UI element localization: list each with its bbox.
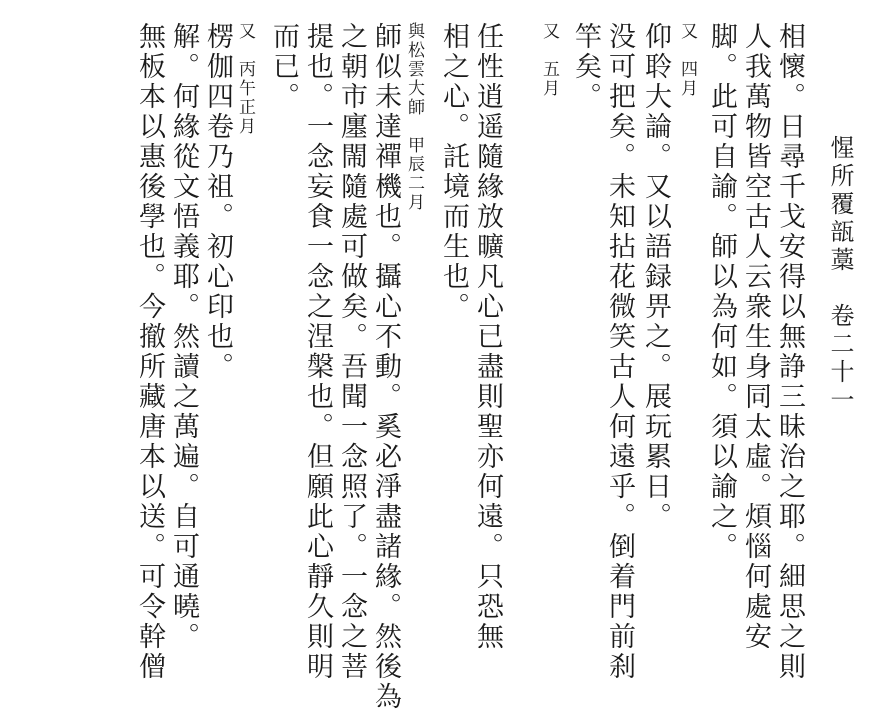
text-column: 楞伽四卷乃祖。初心印也。 bbox=[202, 22, 233, 382]
letter-heading: 與松雲大師 甲辰二月 bbox=[404, 22, 424, 212]
text-column: 解。何緣從文悟義耶。然讀之萬遍。自可通曉。 bbox=[168, 22, 199, 652]
text-column: 任性逍遥隨緣放曠凡心已盡則聖亦何遠。只恐無 bbox=[472, 22, 503, 652]
text-column: 之朝市廛閙隨處可做矣。吾聞一念照了。一念之菩 bbox=[336, 22, 367, 682]
text-column: 仰聆大論。又以語録畀之。展玩累日。 bbox=[640, 22, 671, 532]
text-column: 無板本以惠後學也。今撤所藏唐本以送。可令幹僧 bbox=[134, 22, 165, 682]
text-column: 人我萬物皆空古人云衆生身同太虛。煩惱何處安 bbox=[740, 22, 771, 652]
text-column: 師似未達禪機也。攝心不動。奚必淨盡諸緣。然後為 bbox=[370, 22, 401, 712]
text-column: 而已。 bbox=[268, 22, 299, 112]
text-column: 相懷。日尋千戈安得以無諍三昧治之耶。細思之則 bbox=[774, 22, 805, 682]
text-column: 竿矣。 bbox=[570, 22, 601, 112]
section-date-label: 又 四月 bbox=[677, 22, 697, 98]
section-date-label: 又 丙午正月 bbox=[235, 22, 255, 136]
section-date-label: 又 五月 bbox=[539, 22, 559, 98]
text-column: 提也。一念妄食一念之涅槃也。但願此心靜久則明 bbox=[302, 22, 333, 682]
text-column: 没可把矣。未知拈花微笑古人何遠乎。倒着門前刹 bbox=[604, 22, 635, 682]
text-column: 脚。此可自諭。師以為何如。須以諭之。 bbox=[706, 22, 737, 562]
text-column: 相之心。託境而生也。 bbox=[438, 22, 469, 322]
book-title: 惺所覆瓿藁 卷二十一 bbox=[826, 135, 854, 415]
